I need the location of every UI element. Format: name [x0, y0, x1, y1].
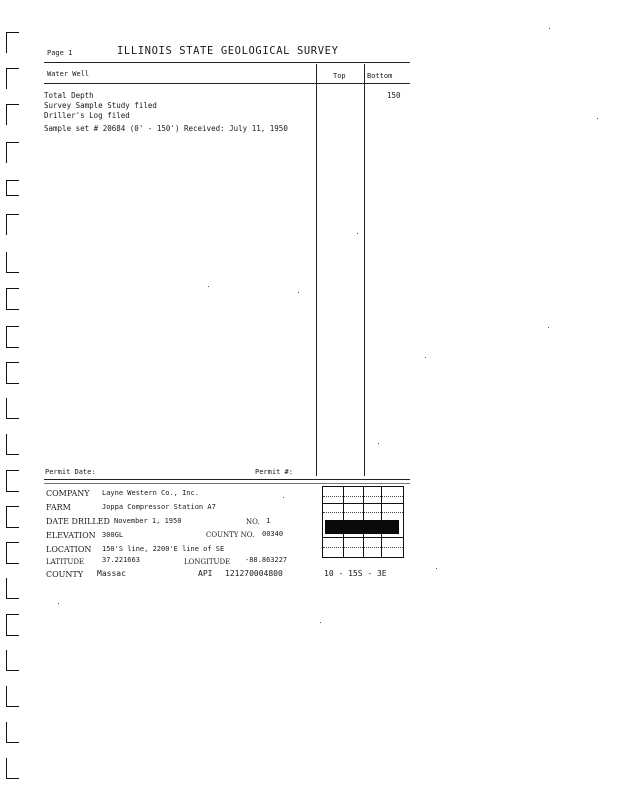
county-number-label: COUNTY NO. — [206, 531, 255, 539]
grid-line — [323, 512, 403, 513]
latitude-label: LATITUDE — [46, 558, 85, 566]
binder-mark — [6, 326, 19, 348]
scan-speck — [357, 233, 358, 234]
elevation-label: ELEVATION — [46, 531, 96, 540]
county-number-value: 00340 — [262, 530, 284, 538]
scan-speck — [298, 292, 299, 293]
permit-number-label: Permit #: — [255, 468, 293, 476]
longitude-label: LONGITUDE — [184, 558, 231, 566]
scan-speck — [597, 118, 598, 119]
scan-speck — [283, 497, 284, 498]
binder-mark — [6, 506, 19, 528]
table-row-text: Total Depth — [44, 91, 94, 100]
column-divider — [316, 64, 317, 476]
table-row-text: Sample set # 20684 (0' - 150') Received: July 11, 1950 — [44, 124, 288, 133]
binder-mark — [6, 650, 19, 671]
binder-mark — [6, 542, 19, 564]
api-number: 121270004800 — [225, 569, 283, 578]
column-header-top: Top — [333, 72, 346, 80]
binder-mark — [6, 142, 19, 163]
township-range: 10 - 15S - 3E — [324, 569, 387, 578]
permit-rule — [44, 479, 410, 480]
grid-line — [323, 496, 403, 497]
column-header-bottom: Bottom — [367, 72, 393, 80]
permit-rule-secondary — [44, 483, 410, 484]
location-label: LOCATION — [46, 545, 92, 554]
scan-speck — [436, 568, 437, 569]
date-drilled-value: November 1, 1950 — [114, 517, 182, 525]
section-locator-grid — [322, 486, 404, 558]
binder-mark — [6, 398, 19, 419]
api-label: API — [198, 569, 213, 578]
grid-line — [323, 547, 403, 548]
redaction-bar — [325, 520, 399, 534]
binder-mark — [6, 32, 19, 53]
grid-line — [323, 503, 403, 504]
binder-mark — [6, 578, 19, 599]
table-row-text: Survey Sample Study filed — [44, 101, 157, 110]
table-row-text: Driller's Log filed — [44, 111, 130, 120]
binder-mark — [6, 434, 19, 455]
page-label: Page 1 — [47, 49, 73, 57]
scan-speck — [548, 327, 549, 328]
date-drilled-label: DATE DRILLED — [46, 517, 110, 526]
well-number-label: NO. — [246, 518, 260, 526]
longitude-value: -88.863227 — [245, 556, 288, 564]
location-value: 150'S line, 2200'E line of SE — [102, 545, 225, 553]
elevation-value: 300GL — [102, 531, 124, 539]
county-label: COUNTY — [46, 570, 84, 579]
permit-date-label: Permit Date: — [45, 468, 96, 476]
binder-mark — [6, 362, 19, 384]
page-title: ILLINOIS STATE GEOLOGICAL SURVEY — [117, 45, 339, 57]
scan-speck — [58, 603, 59, 604]
column-divider — [364, 64, 365, 476]
scan-speck — [378, 443, 379, 444]
binder-mark — [6, 104, 19, 125]
company-value: Layne Western Co., Inc. — [102, 489, 199, 497]
binder-mark — [6, 722, 19, 743]
scan-speck — [425, 357, 426, 358]
binder-mark — [6, 470, 19, 492]
binder-mark — [6, 214, 19, 235]
company-label: COMPANY — [46, 489, 90, 498]
latitude-value: 37.221663 — [102, 556, 140, 564]
grid-line — [323, 537, 403, 538]
scan-speck — [549, 28, 550, 29]
header-rule — [44, 62, 410, 63]
binder-mark — [6, 252, 19, 273]
scan-speck — [320, 622, 321, 623]
binder-mark — [6, 68, 19, 89]
table-row-bottom: 150 — [387, 91, 401, 100]
well-number-value: 1 — [266, 517, 271, 525]
farm-label: FARM — [46, 503, 71, 512]
section-label: Water Well — [47, 70, 90, 78]
binder-mark — [6, 614, 19, 636]
binder-mark — [6, 758, 19, 779]
scan-speck — [208, 286, 209, 287]
farm-value: Joppa Compressor Station A7 — [102, 503, 216, 511]
table-header-rule — [44, 83, 410, 84]
binder-mark — [6, 288, 19, 310]
binder-mark — [6, 686, 19, 707]
county-value: Massac — [97, 569, 126, 578]
binder-mark — [6, 180, 19, 196]
